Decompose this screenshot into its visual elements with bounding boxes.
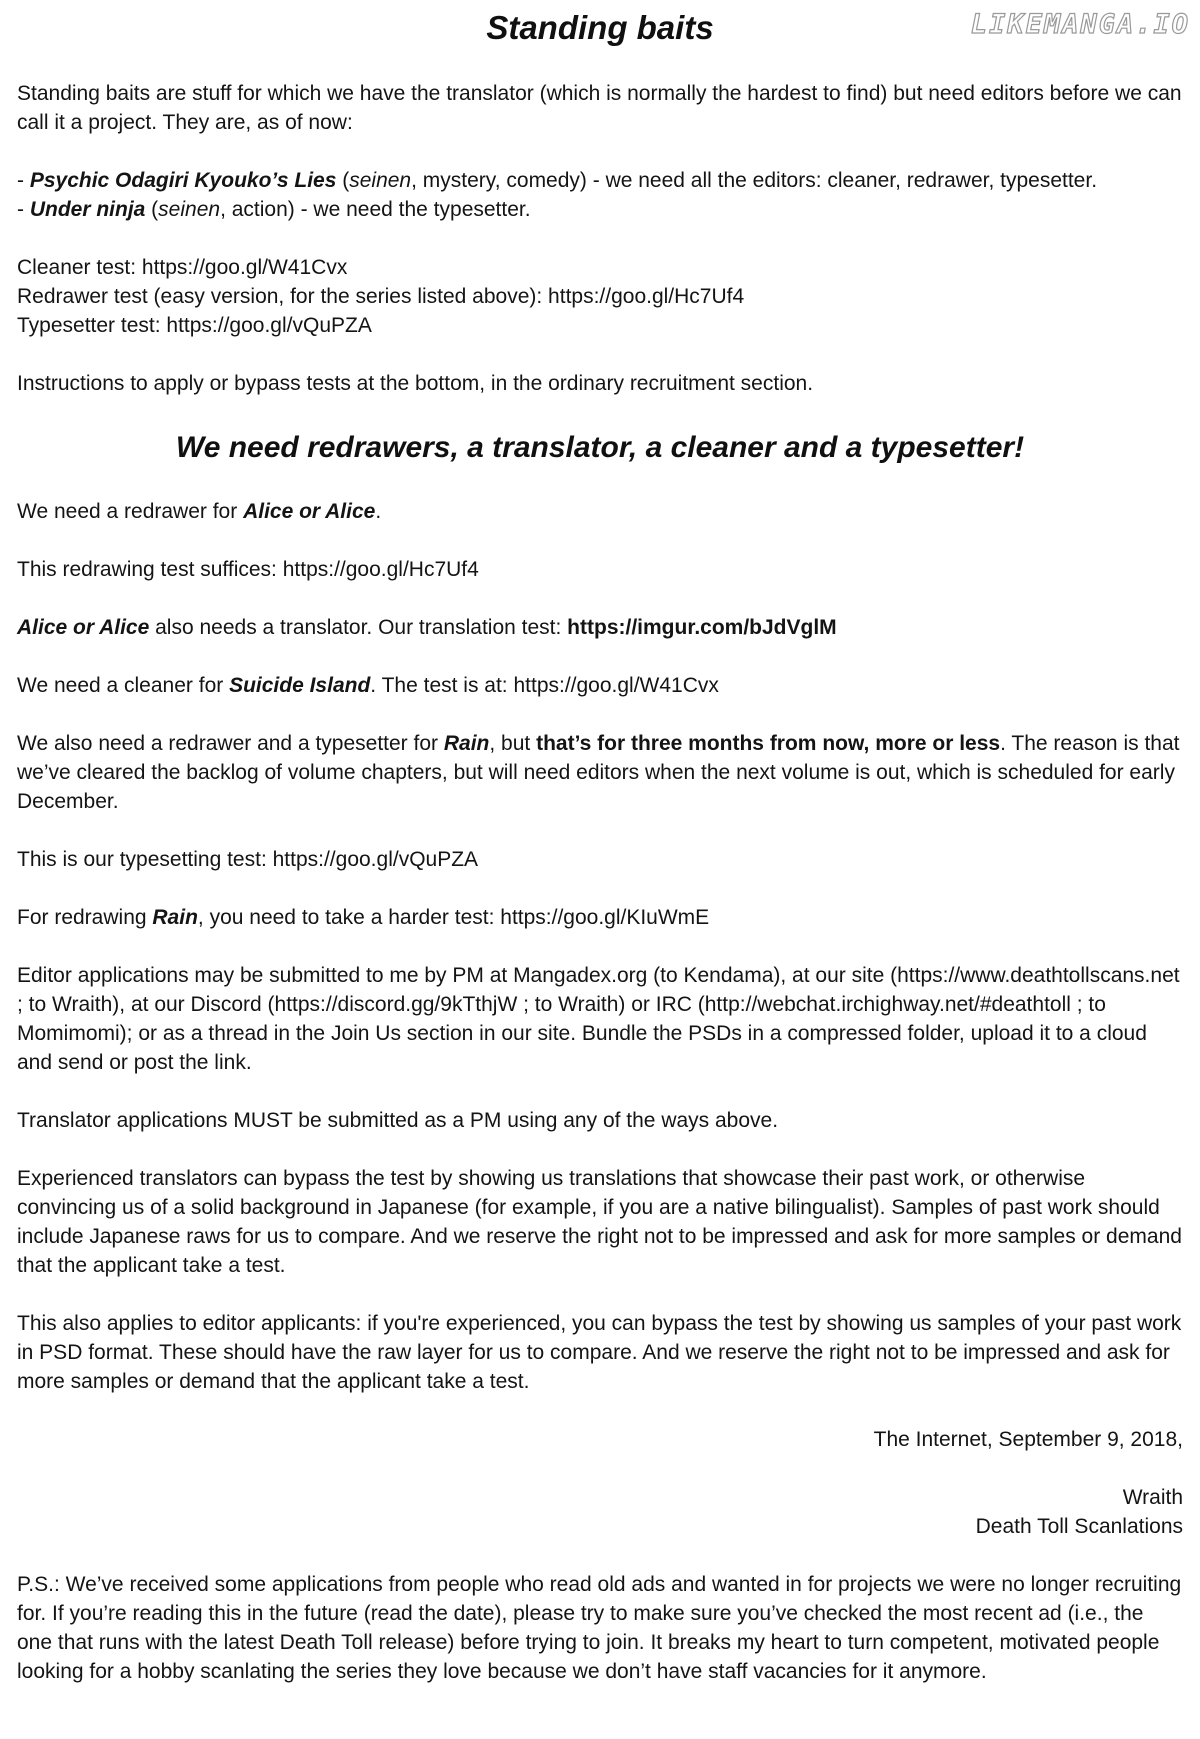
signoff-block <box>17 1483 1183 1541</box>
test-line-redrawer: Redrawer test (easy version, for the series listed above): https://goo.gl/Hc7Uf4 <box>17 285 745 308</box>
signoff-name: Wraith <box>1122 1486 1183 1509</box>
alice-translator-paragraph: Alice or Alice also needs a translator. Our translation test: https://imgur.com/bJdVglM <box>17 616 837 639</box>
project-list <box>17 166 1183 224</box>
series-title: Rain <box>443 732 490 755</box>
signoff-group: Death Toll Scanlations <box>975 1515 1183 1538</box>
editor-applications-paragraph: Editor applications may be submitted to me by PM at Mangadex.org (to Kendama), at our site (https://www.deathtollscans.net ; to Wraith), at our Discord (https://discord.gg/9kTthjW ; to Wraith) or IRC (http://webchat.irchighway.net/#deathtoll ; to Momimomi); or as a thread in the Join Us section in our site. Bundle the PSDs in a compressed folder, upload it to a cloud and send or post the link. <box>17 964 1180 1074</box>
series-title: Suicide Island <box>229 674 371 697</box>
genre-label: seinen <box>349 169 412 192</box>
document-page <box>0 6 1200 1739</box>
need-redrawer-paragraph: We need a redrawer for Alice or Alice. <box>17 500 382 523</box>
rain-paragraph: We also need a redrawer and a typesetter for Rain, but that’s for three months from now, more or less. The reason is that we’ve cleared the backlog of volume chapters, but will need editors when the next volume is out, which is scheduled for early December. <box>17 732 1180 813</box>
series-title: Under ninja <box>29 198 146 221</box>
test-line-cleaner: Cleaner test: https://goo.gl/W41Cvx <box>17 256 348 279</box>
instructions-paragraph: Instructions to apply or bypass tests at the bottom, in the ordinary recruitment section. <box>17 372 814 395</box>
genre-label: seinen <box>158 198 221 221</box>
series-title: Alice or Alice <box>17 616 150 639</box>
test-line-typesetter: Typesetter test: https://goo.gl/vQuPZA <box>17 314 372 337</box>
emphasis-phrase: that’s for three months from now, more or less <box>536 732 1001 755</box>
series-title: Psychic Odagiri Kyouko’s Lies <box>29 169 337 192</box>
experienced-translators-paragraph: Experienced translators can bypass the test by showing us translations that showcase their past work, or otherwise convincing us of a solid background in Japanese (for example, if you are a native bilingualist). Samples of past work should include Japanese raws for us to compare. And we reserve the right not to be impressed and ask for more samples or demand that the applicant take a test. <box>17 1167 1182 1277</box>
translator-applications-paragraph: Translator applications MUST be submitted as a PM using any of the ways above. <box>17 1109 779 1132</box>
project-item: - Psychic Odagiri Kyouko’s Lies (seinen, mystery, comedy) - we need all the editors: cleaner, redrawer, typesetter. <box>17 169 1098 192</box>
tests-block <box>17 253 1183 340</box>
series-title: Alice or Alice <box>243 500 376 523</box>
translation-test-url: https://imgur.com/bJdVglM <box>567 616 837 639</box>
watermark: LIKEMANGA.IO <box>970 9 1190 40</box>
need-cleaner-paragraph: We need a cleaner for Suicide Island. The test is at: https://goo.gl/W41Cvx <box>17 674 719 697</box>
redraw-test-paragraph: This redrawing test suffices: https://goo.gl/Hc7Uf4 <box>17 558 479 581</box>
ps-paragraph: P.S.: We’ve received some applications from people who read old ads and wanted in for projects we were no longer recruiting for. If you’re reading this in the future (read the date), please try to make sure you’ve checked the most recent ad (i.e., the one that runs with the latest Death Toll release) before trying to join. It breaks my heart to turn competent, motivated people looking for a hobby scanlating the series they love because we don’t have staff vacancies for it anymore. <box>17 1573 1182 1683</box>
series-title: Rain <box>152 906 198 929</box>
editor-bypass-paragraph: This also applies to editor applicants: if you're experienced, you can bypass the test by showing us samples of your past work in PSD format. These should have the raw layer for us to compare. And we reserve the right not to be impressed and ask for more samples or demand that the applicant take a test. <box>17 1312 1182 1393</box>
intro-paragraph: Standing baits are stuff for which we have the translator (which is normally the hardest to find) but need editors before we can call it a project. They are, as of now: <box>17 82 1182 134</box>
rain-redraw-paragraph: For redrawing Rain, you need to take a harder test: https://goo.gl/KIuWmE <box>17 906 710 929</box>
typesetting-test-paragraph: This is our typesetting test: https://goo.gl/vQuPZA <box>17 848 479 871</box>
signoff-date: The Internet, September 9, 2018, <box>873 1428 1183 1451</box>
section-heading: We need redrawers, a translator, a cleaner and a typesetter! <box>175 431 1025 464</box>
project-item: - Under ninja (seinen, action) - we need the typesetter. <box>17 198 531 221</box>
page-title: Standing baits <box>486 9 714 46</box>
